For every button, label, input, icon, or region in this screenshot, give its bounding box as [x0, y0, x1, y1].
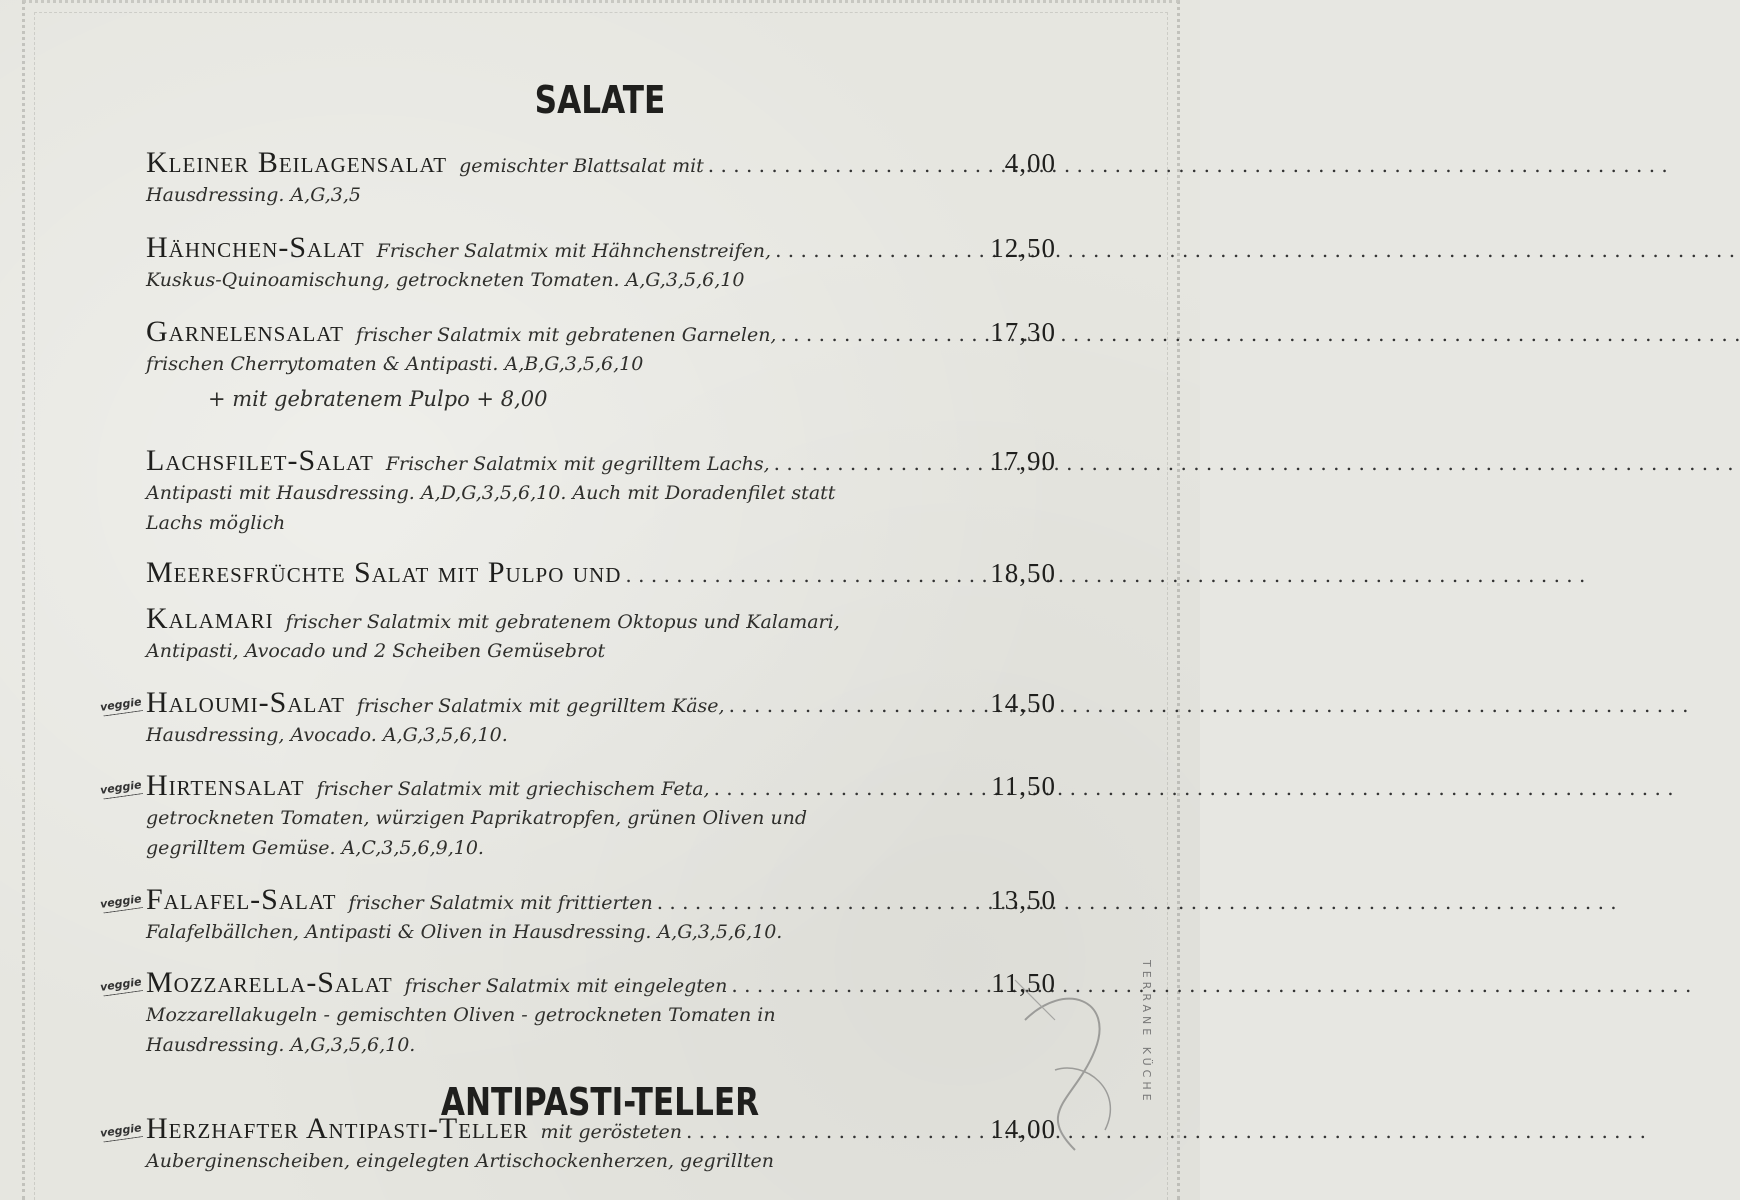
- menu-item-haloumi-salat: [99, 686, 1056, 750]
- item-description-line: Antipasti, Avocado und 2 Scheiben Gemüsebrot: [146, 640, 606, 662]
- item-description-line: Hausdressing. A,G,3,5,6,10.: [146, 1034, 416, 1056]
- item-description-line: Falafelbällchen, Antipasti & Oliven in Hausdressing. A,G,3,5,6,10.: [146, 921, 783, 943]
- item-description: frischer Salatmix mit frittierten: [348, 892, 653, 914]
- dot-leader: [657, 890, 987, 914]
- veggie-badge: veggie: [99, 778, 143, 797]
- item-name-continued: Kalamari: [146, 602, 274, 635]
- dot-leader: [775, 238, 986, 262]
- item-name: Meeresfrüchte Salat mit Pulpo und: [146, 556, 622, 589]
- item-name: Kleiner Beilagensalat: [146, 146, 448, 179]
- item-description-line: getrockneten Tomaten, würzigen Paprikatropfen, grünen Oliven und: [146, 807, 808, 829]
- item-name: Lachsfilet-Salat: [146, 444, 374, 477]
- item-description: frischer Salatmix mit gebratenem Oktopus und Kalamari,: [285, 611, 840, 633]
- veggie-badge: veggie: [99, 892, 143, 911]
- item-description: frischer Salatmix mit eingelegten: [404, 975, 728, 997]
- menu-item-kleiner-beilagensalat: [146, 146, 1056, 210]
- dot-leader: [729, 693, 987, 717]
- menu-item-hirtensalat: [99, 769, 1056, 863]
- dot-leader: [686, 1119, 986, 1143]
- item-description-line: Hausdressing, Avocado. A,G,3,5,6,10.: [146, 724, 508, 746]
- dot-leader: [774, 451, 987, 475]
- item-extra-option: + mit gebratenem Pulpo + 8,00: [208, 387, 548, 411]
- item-name: Haloumi-Salat: [146, 686, 345, 719]
- item-description-line: gegrilltem Gemüse. A,C,3,5,6,9,10.: [146, 837, 484, 859]
- item-description: frischer Salatmix mit gegrilltem Käse,: [357, 695, 725, 717]
- section-heading-salate: SALATE: [534, 78, 666, 122]
- item-name: Hähnchen-Salat: [146, 231, 365, 264]
- signature-watermark: [995, 960, 1155, 1190]
- menu-item-meeresfruechte-salat: [146, 556, 1056, 666]
- veggie-badge: veggie: [99, 695, 143, 714]
- menu-item-falafel-salat: [99, 883, 1056, 947]
- item-name: Herzhafter Antipasti-Teller: [146, 1112, 529, 1145]
- item-description: Frischer Salatmix mit gegrilltem Lachs,: [385, 453, 770, 475]
- dot-leader: [625, 563, 986, 587]
- item-price: 11,50: [991, 771, 1056, 801]
- item-description-line: Hausdressing. A,G,3,5: [146, 184, 361, 206]
- item-description: frischer Salatmix mit gebratenen Garnelen,: [356, 324, 777, 346]
- item-price: 17,90: [990, 446, 1056, 476]
- item-description: Frischer Salatmix mit Hähnchenstreifen,: [376, 240, 772, 262]
- item-price: 18,50: [990, 558, 1056, 588]
- item-price: 13,50: [990, 885, 1056, 915]
- item-description-line: Antipasti mit Hausdressing. A,D,G,3,5,6,10. Auch mit Doradenfilet statt: [146, 482, 836, 504]
- veggie-badge: veggie: [99, 975, 143, 994]
- item-price: 12,50: [990, 233, 1056, 263]
- dot-leader: [780, 322, 986, 346]
- item-description-line: Mozzarellakugeln - gemischten Oliven - getrockneten Tomaten in: [146, 1004, 776, 1026]
- veggie-badge: veggie: [99, 1121, 143, 1140]
- menu-item-herzhafter-antipasti-teller: [99, 1112, 1056, 1176]
- stamp-side-text: TERRANE KÜCHE: [1140, 960, 1153, 1105]
- item-description-line: frischen Cherrytomaten & Antipasti. A,B,G,3,5,6,10: [146, 353, 644, 375]
- item-name: Hirtensalat: [146, 769, 305, 802]
- item-description: gemischter Blattsalat mit: [459, 155, 704, 177]
- item-name: Falafel-Salat: [146, 883, 337, 916]
- dot-leader: [731, 973, 987, 997]
- item-name: Garnelensalat: [146, 315, 344, 348]
- item-description: frischer Salatmix mit griechischem Feta,: [316, 778, 710, 800]
- menu-item-garnelensalat: [146, 315, 1056, 411]
- dot-leader: [708, 153, 1001, 177]
- menu-item-haehnchen-salat: [146, 231, 1056, 295]
- item-description: mit gerösteten: [540, 1121, 682, 1143]
- item-price: 14,50: [990, 688, 1056, 718]
- menu-item-lachsfilet-salat: [146, 444, 1056, 538]
- item-description-line: Auberginenscheiben, eingelegten Artischockenherzen, gegrillten: [146, 1150, 775, 1172]
- item-price: 17,30: [990, 317, 1056, 347]
- item-price: 11,50: [991, 968, 1056, 998]
- item-price: 14,00: [990, 1114, 1056, 1144]
- menu-item-mozzarella-salat: [99, 966, 1056, 1060]
- item-price: 4,00: [1004, 148, 1056, 178]
- item-description-line: Kuskus-Quinoamischung, getrockneten Tomaten. A,G,3,5,6,10: [146, 269, 745, 291]
- section-heading-antipasti-teller: ANTIPASTI-TELLER: [440, 1080, 760, 1124]
- dot-leader: [714, 776, 988, 800]
- item-description-line: Lachs möglich: [146, 512, 286, 534]
- item-name: Mozzarella-Salat: [146, 966, 393, 999]
